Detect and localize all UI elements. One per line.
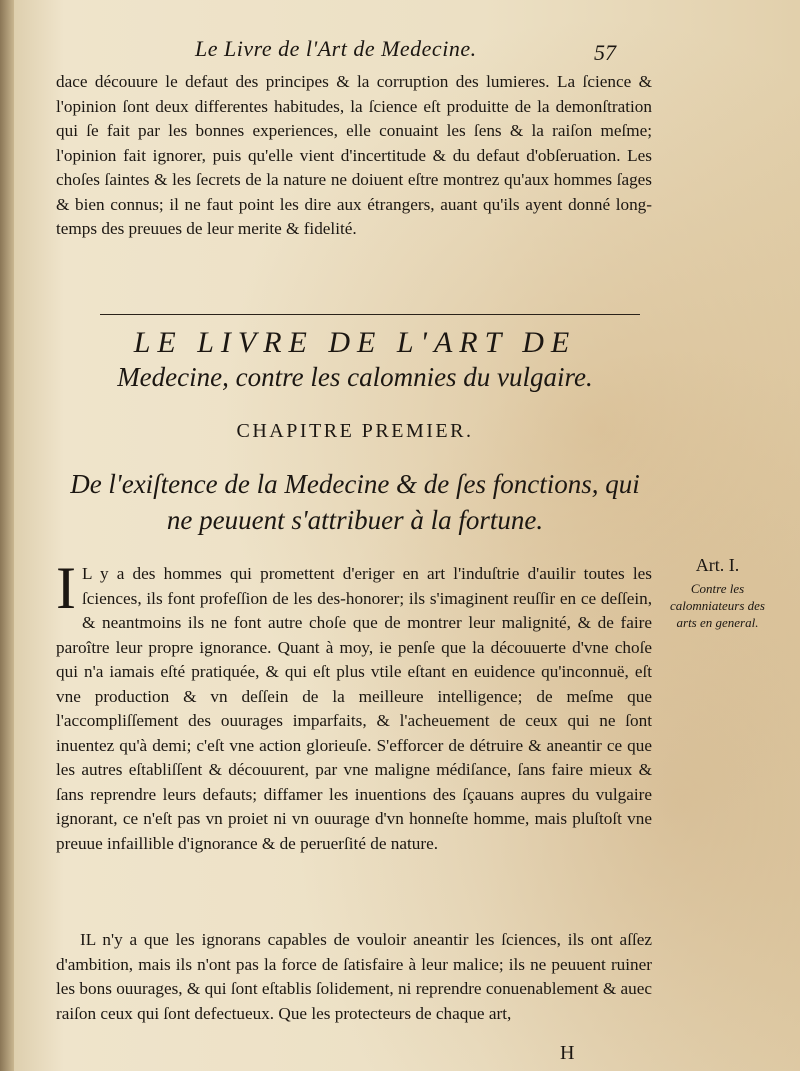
running-title: Le Livre de l'Art de Medecine. xyxy=(195,36,477,61)
book-subtitle: Medecine, contre les calomnies du vulgaire. xyxy=(117,362,593,392)
paragraph-2-text: IL n'y a que les ignorans capables de vouloir aneantir les ſciences, ils ont aſſez d'ambition, mais ils n'ont pas la force de ſatisfaire à leur malice; ils ne peuuent ruiner les bons ouurages, & qui ſont eſtablis ſolidement, ni reprendre conuenablement & auec raiſon ceux qui ſont defectueux. Que les protecteurs de chaque art, xyxy=(56,930,652,1023)
second-paragraph xyxy=(56,928,652,1026)
paragraph-1-text: L y a des hommes qui promettent d'eriger en art l'induſtrie d'auilir toutes les ſciences, ils font profeſſion de les des-honorer; ils s'imaginent reuſſir en ce deſſein, & neantmoins ils ne font autre choſe que de montrer leur malignité, & de faire paroître leur propre ignorance. Quant à moy, ie penſe que la découuerte d'vne choſe qui n'a iamais eſté pratiquée, & qui eſt plus vtile eſtant en euidence qu'inconnuë, eſt vne production & vn deſſein de la meilleure intelligence; de meſme que l'accompliſſement des ouurages imparfaits, & l'acheuement de ceux qui ne ſont inuentez qu'à demi; c'eſt vne action glorieuſe. S'efforcer de détruire & aneantir ce que les autres eſtabliſſent & découurent, par vne maligne médiſance, ſans faire mieux & ſans reprendre leurs defauts; diffamer les inuentions des ſçauans aupres du vulgaire ignorant, ce n'eſt pas vn proiet ni vn ouurage d'vn honneſte homme, mais pluſtoſt vne preuue infaillible d'ignorance & de peruerſité de nature. xyxy=(56,564,652,853)
book-title: LE LIVRE DE L'ART DE xyxy=(133,326,577,359)
drop-cap: I xyxy=(56,555,76,621)
page-number: 57 xyxy=(594,40,616,65)
continued-text: dace découure le defaut des principes & la corruption des lumieres. La ſcience & l'opinion ſont deux differentes habitudes, la ſcience eſt produitte de la demonſtration qui ſe fait par les bonnes experiences, elle conuaint les ſens & la raiſon meſme; l'opinion fait ignorer, puis qu'elle vient d'incertitude & du defaut d'obſeruation. Les choſes ſaintes & les ſecrets de la nature ne doiuent eſtre montrez qu'aux hommes ſages & bien connus; il ne faut point les dire aux étrangers, auant qu'ils ayent donné long-temps des preuues de leur merite & fidelité. xyxy=(56,72,652,238)
section-divider xyxy=(100,314,640,315)
margin-note xyxy=(660,555,775,631)
signature-mark: H xyxy=(560,1042,575,1064)
first-paragraph xyxy=(56,555,652,856)
continued-paragraph xyxy=(56,70,652,242)
chapter-title: De l'exiſtence de la Medecine & de ſes fonctions, qui ne peuuent s'attribuer à la fortune. xyxy=(70,469,640,535)
margin-note-text: Contre les calomniateurs des arts en general. xyxy=(670,581,765,630)
chapter-heading: CHAPITRE PREMIER. xyxy=(236,420,474,442)
margin-article-number: Art. I. xyxy=(695,555,740,575)
